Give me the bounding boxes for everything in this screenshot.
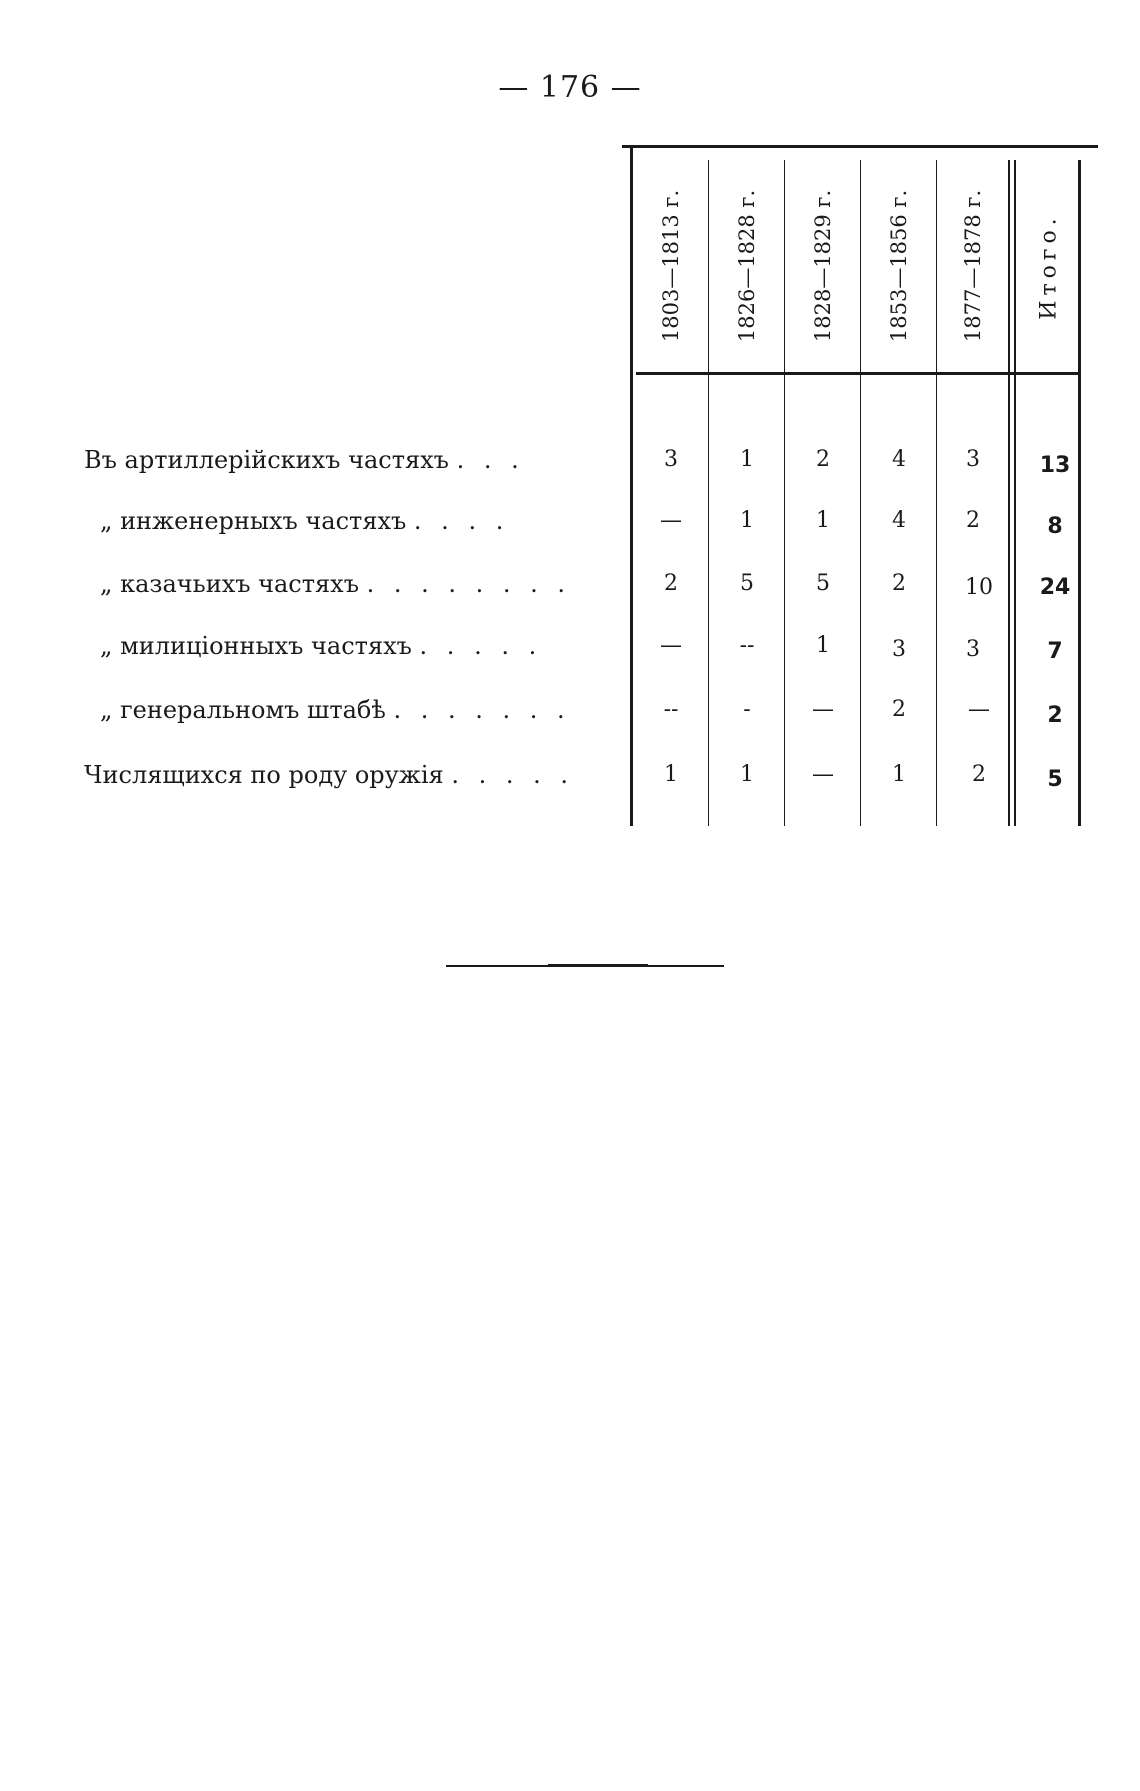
table-cell: - (743, 697, 751, 722)
leader-dots: . . . . (413, 507, 510, 535)
table-cell: 3 (966, 447, 980, 472)
table-cell: 3 (664, 447, 678, 472)
table-cell: 1 (740, 762, 754, 787)
col-divider-3 (860, 160, 861, 826)
table-cell: — (660, 633, 682, 658)
table-cell: — (812, 697, 834, 722)
table-cell-total: 7 (1047, 639, 1063, 664)
table-cell: 2 (892, 571, 906, 596)
table-cell: — (812, 762, 834, 787)
table-cell-total: 8 (1047, 514, 1063, 539)
column-header-1803-1813: 1803—1813 г. (659, 189, 683, 343)
table-cell: 1 (892, 762, 906, 787)
table-cell: 1 (816, 508, 830, 533)
row-label-engineering: „ инженерныхъ частяхъ . . . . (100, 507, 510, 535)
table-cell: 2 (816, 447, 830, 472)
table-cell-total: 13 (1039, 453, 1071, 478)
leader-dots: . . . . . . . . (366, 570, 572, 598)
table-cell-total: 2 (1047, 703, 1063, 728)
column-header-1853-1856: 1853—1856 г. (887, 189, 911, 343)
page-number: — 176 — (498, 70, 642, 105)
table-cell: -- (663, 697, 679, 722)
column-header-1828-1829: 1828—1829 г. (811, 189, 835, 343)
row-label-general-staff: „ генеральномъ штабѣ . . . . . . . (100, 696, 571, 724)
col-divider-1 (708, 160, 709, 826)
table-cell: 10 (965, 575, 993, 600)
row-label-artillery: Въ артиллерійскихъ частяхъ . . . (84, 446, 525, 474)
leader-dots: . . . . . (451, 761, 574, 789)
table-cell: — (968, 697, 990, 722)
table-cell: 2 (966, 508, 980, 533)
table-top-rule (622, 145, 1098, 148)
column-header-1877-1878: 1877—1878 г. (961, 189, 985, 343)
table-cell: 2 (892, 697, 906, 722)
table-cell: 1 (740, 447, 754, 472)
leader-dots: . . . . . . . (393, 696, 571, 724)
col-divider-2 (784, 160, 785, 826)
leader-dots: . . . . . (419, 632, 543, 660)
table-cell-total: 24 (1039, 575, 1071, 600)
row-label-by-arm: Числящихся по роду оружія . . . . . (84, 761, 574, 789)
table-cell: 1 (664, 762, 678, 787)
row-label-cossack: „ казачьихъ частяхъ . . . . . . . . (100, 570, 572, 598)
table-cell: -- (739, 633, 755, 658)
table-cell: — (660, 508, 682, 533)
table-cell: 1 (740, 508, 754, 533)
column-header-total: Итого. (1036, 212, 1062, 320)
closing-rule-thick (548, 964, 648, 967)
table-cell: 5 (740, 571, 754, 596)
table-cell: 4 (892, 508, 906, 533)
table-cell: 3 (892, 637, 906, 662)
table-cell: 2 (664, 571, 678, 596)
table-cell: 3 (966, 637, 980, 662)
column-header-1826-1828: 1826—1828 г. (735, 189, 759, 343)
table-cell: 2 (972, 762, 986, 787)
table-cell: 5 (816, 571, 830, 596)
table-cell: 1 (816, 633, 830, 658)
row-label-militia: „ милиціонныхъ частяхъ . . . . . (100, 632, 543, 660)
table-cell: 4 (892, 447, 906, 472)
leader-dots: . . . (456, 446, 525, 474)
table-cell-total: 5 (1047, 767, 1063, 792)
